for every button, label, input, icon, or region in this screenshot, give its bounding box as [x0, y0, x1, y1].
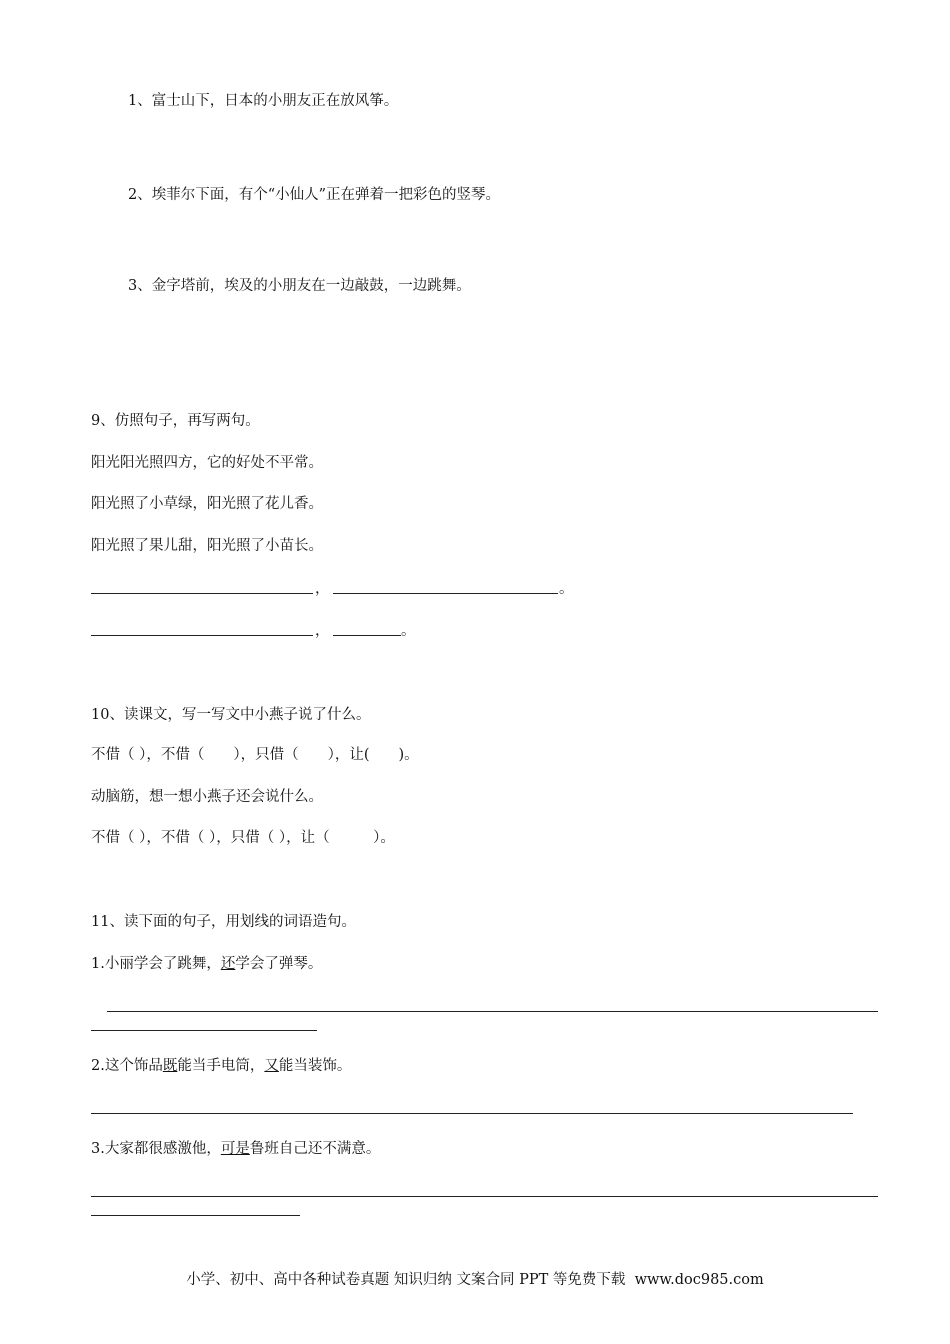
underlined-word: 还	[220, 956, 236, 972]
answer-blank[interactable]	[107, 1011, 878, 1012]
q9-line: 阳光照了果儿甜，阳光照了小苗长。	[91, 538, 323, 554]
text: 1.小丽学会了跳舞，	[91, 956, 221, 972]
q11-sentence-2	[91, 1057, 351, 1075]
comma: ，	[315, 581, 330, 597]
answer-blank[interactable]	[333, 635, 401, 636]
q11-sentence-1	[91, 955, 322, 973]
q9-line: 阳光阳光照四方，它的好处不平常。	[91, 455, 323, 471]
q10-line: 不借（ ），不借（ ），只借（ ），让( )。	[91, 747, 419, 763]
answer-blank[interactable]	[91, 1196, 878, 1197]
sentence-2: 2、埃菲尔下面，有个“小仙人”正在弹着一把彩色的竖琴。	[128, 187, 501, 203]
q11-sentence-3	[91, 1140, 380, 1158]
text: 能当装饰。	[278, 1058, 352, 1074]
answer-blank[interactable]	[333, 593, 558, 594]
answer-blank[interactable]	[91, 1030, 317, 1031]
footer: 小学、初中、高中各种试卷真题 知识归纳 文案合同 PPT 等免费下载 www.doc985.com	[186, 1272, 764, 1288]
period: 。	[401, 623, 416, 639]
q10-title: 10、读课文，写一写文中小燕子说了什么。	[91, 707, 371, 723]
period: 。	[559, 581, 574, 597]
text: 3.大家都很感激他，	[91, 1141, 221, 1157]
q10-line: 动脑筋，想一想小燕子还会说什么。	[91, 789, 323, 805]
q11-title: 11、读下面的句子，用划线的词语造句。	[91, 914, 356, 930]
q9-line: 阳光照了小草绿，阳光照了花儿香。	[91, 496, 323, 512]
underlined-word: 可是	[220, 1141, 250, 1157]
sentence-3: 3、金字塔前，埃及的小朋友在一边敲鼓，一边跳舞。	[128, 278, 471, 294]
answer-blank[interactable]	[91, 593, 313, 594]
text: 鲁班自己还不满意。	[249, 1141, 381, 1157]
underlined-word: 既	[162, 1058, 178, 1074]
underlined-word: 又	[264, 1058, 279, 1074]
sentence-1: 1、富士山下，日本的小朋友正在放风筝。	[128, 93, 399, 109]
text: 2.这个饰品	[91, 1058, 163, 1074]
answer-blank[interactable]	[91, 1113, 853, 1114]
answer-blank[interactable]	[91, 635, 313, 636]
text: 学会了弹琴。	[235, 956, 323, 972]
q10-line: 不借（ ），不借（ ），只借（ ），让（ ）。	[91, 830, 395, 846]
answer-blank[interactable]	[91, 1215, 300, 1216]
text: 能当手电筒，	[177, 1058, 265, 1074]
q9-title: 9、仿照句子，再写两句。	[91, 413, 260, 429]
comma: ，	[315, 623, 330, 639]
